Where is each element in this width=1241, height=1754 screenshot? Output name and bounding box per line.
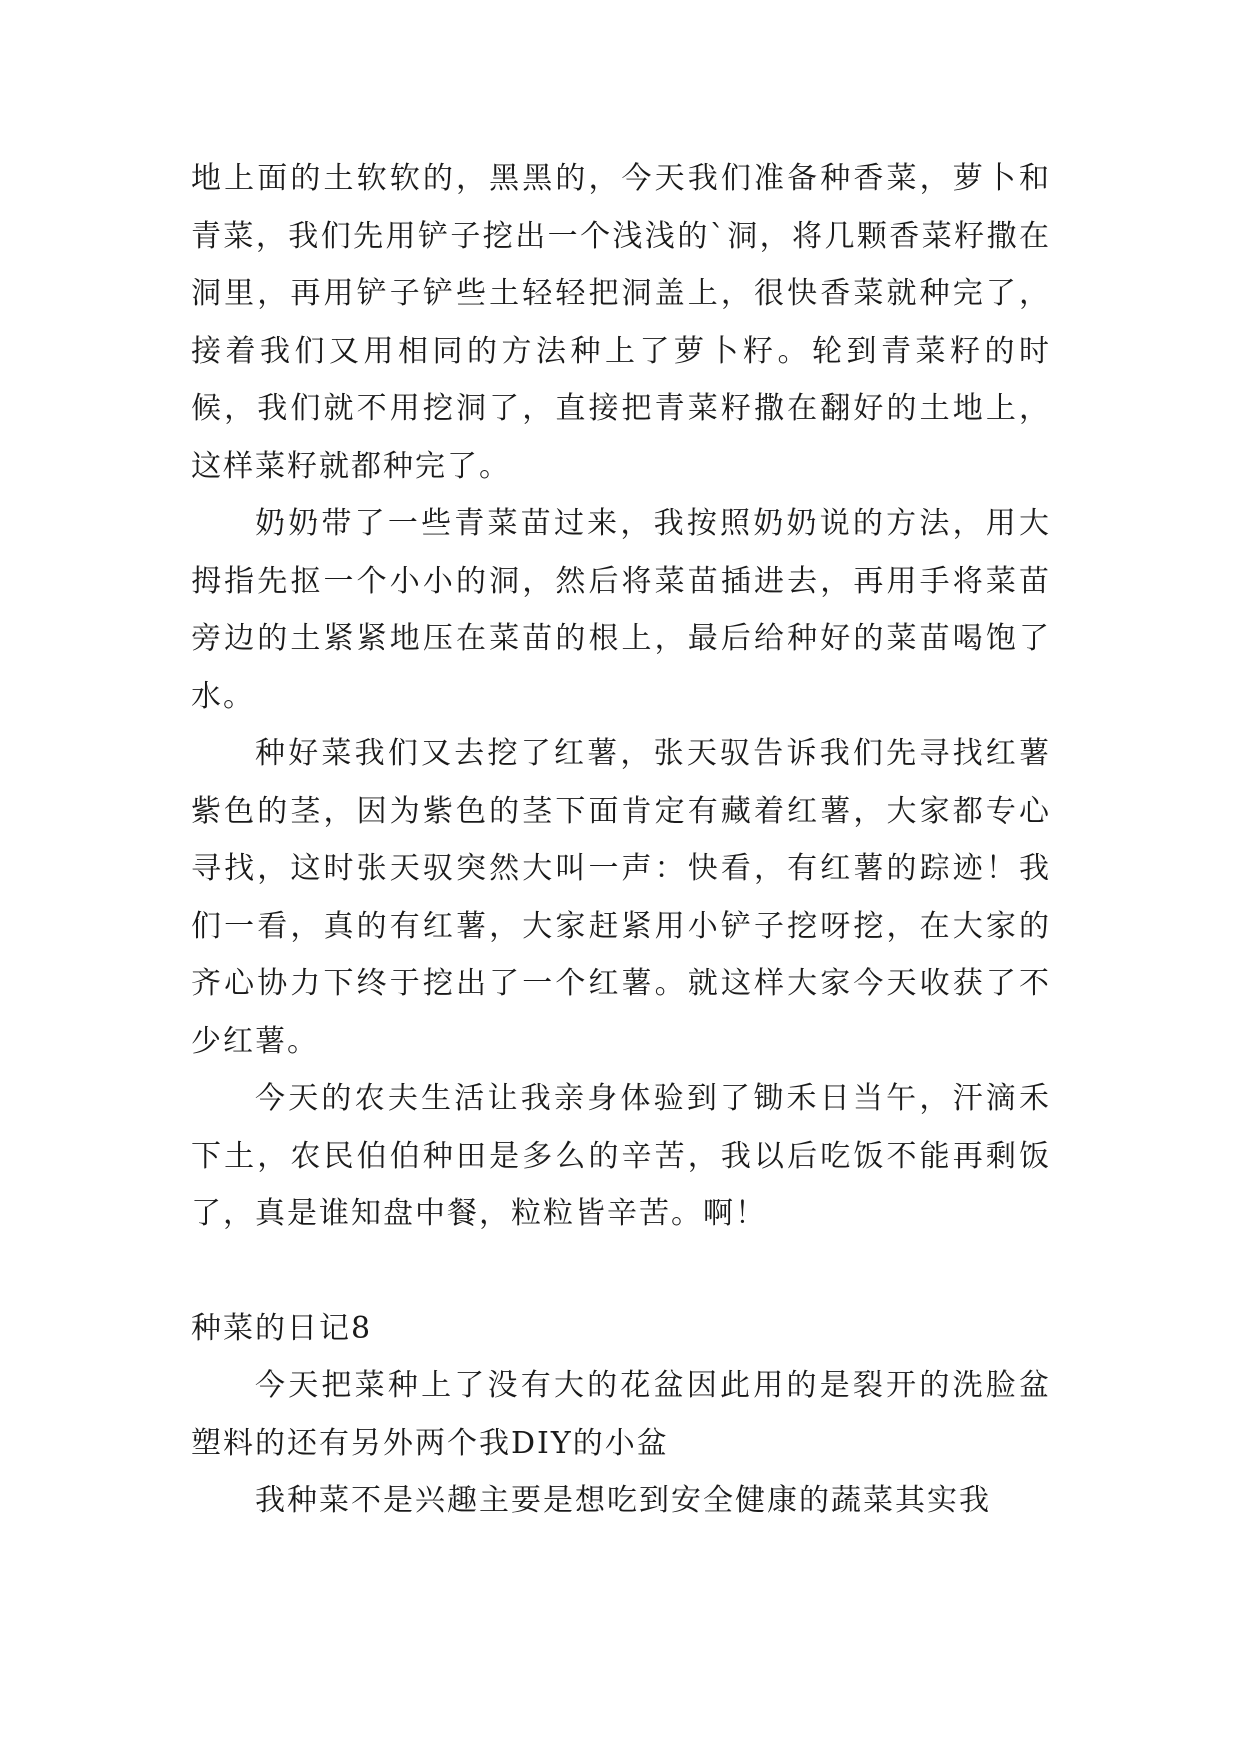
section-title: 种菜的日记8 bbox=[191, 1310, 373, 1346]
paragraph-3: 种好菜我们又去挖了红薯，张天驭告诉我们先寻找红薯紫色的茎，因为紫色的茎下面肯定有藏着红薯，大家都专心寻找，这时张天驭突然大叫一声：快看，有红薯的踪迹！我们一看，真的有红薯，大家赶紧用小铲子挖呀挖，在大家的齐心协力下终于挖出了一个红薯。就这样大家今天收获了不少红薯。 bbox=[191, 736, 1051, 1059]
section-paragraph-1: 今天把菜种上了没有大的花盆因此用的是裂开的洗脸盆塑料的还有另外两个我DIY的小盆 bbox=[191, 1368, 1051, 1461]
paragraph-2: 奶奶带了一些青菜苗过来，我按照奶奶说的方法，用大拇指先抠一个小小的洞，然后将菜苗插进去，再用手将菜苗旁边的土紧紧地压在菜苗的根上，最后给种好的菜苗喝饱了水。 bbox=[191, 506, 1051, 714]
document-page bbox=[191, 150, 1051, 1530]
paragraph-1: 地上面的土软软的，黑黑的，今天我们准备种香菜，萝卜和青菜，我们先用铲子挖出一个浅浅的`洞，将几颗香菜籽撒在洞里，再用铲子铲些土轻轻把洞盖上，很快香菜就种完了，接着我们又用相同的方法种上了萝卜籽。轮到青菜籽的时候，我们就不用挖洞了，直接把青菜籽撒在翻好的土地上，这样菜籽就都种完了。 bbox=[191, 161, 1051, 484]
paragraph-4: 今天的农夫生活让我亲身体验到了锄禾日当午，汗滴禾下土，农民伯伯种田是多么的辛苦，我以后吃饭不能再剩饭了，真是谁知盘中餐，粒粒皆辛苦。啊！ bbox=[191, 1081, 1051, 1231]
section-paragraph-2: 我种菜不是兴趣主要是想吃到安全健康的蔬菜其实我 bbox=[255, 1483, 991, 1518]
